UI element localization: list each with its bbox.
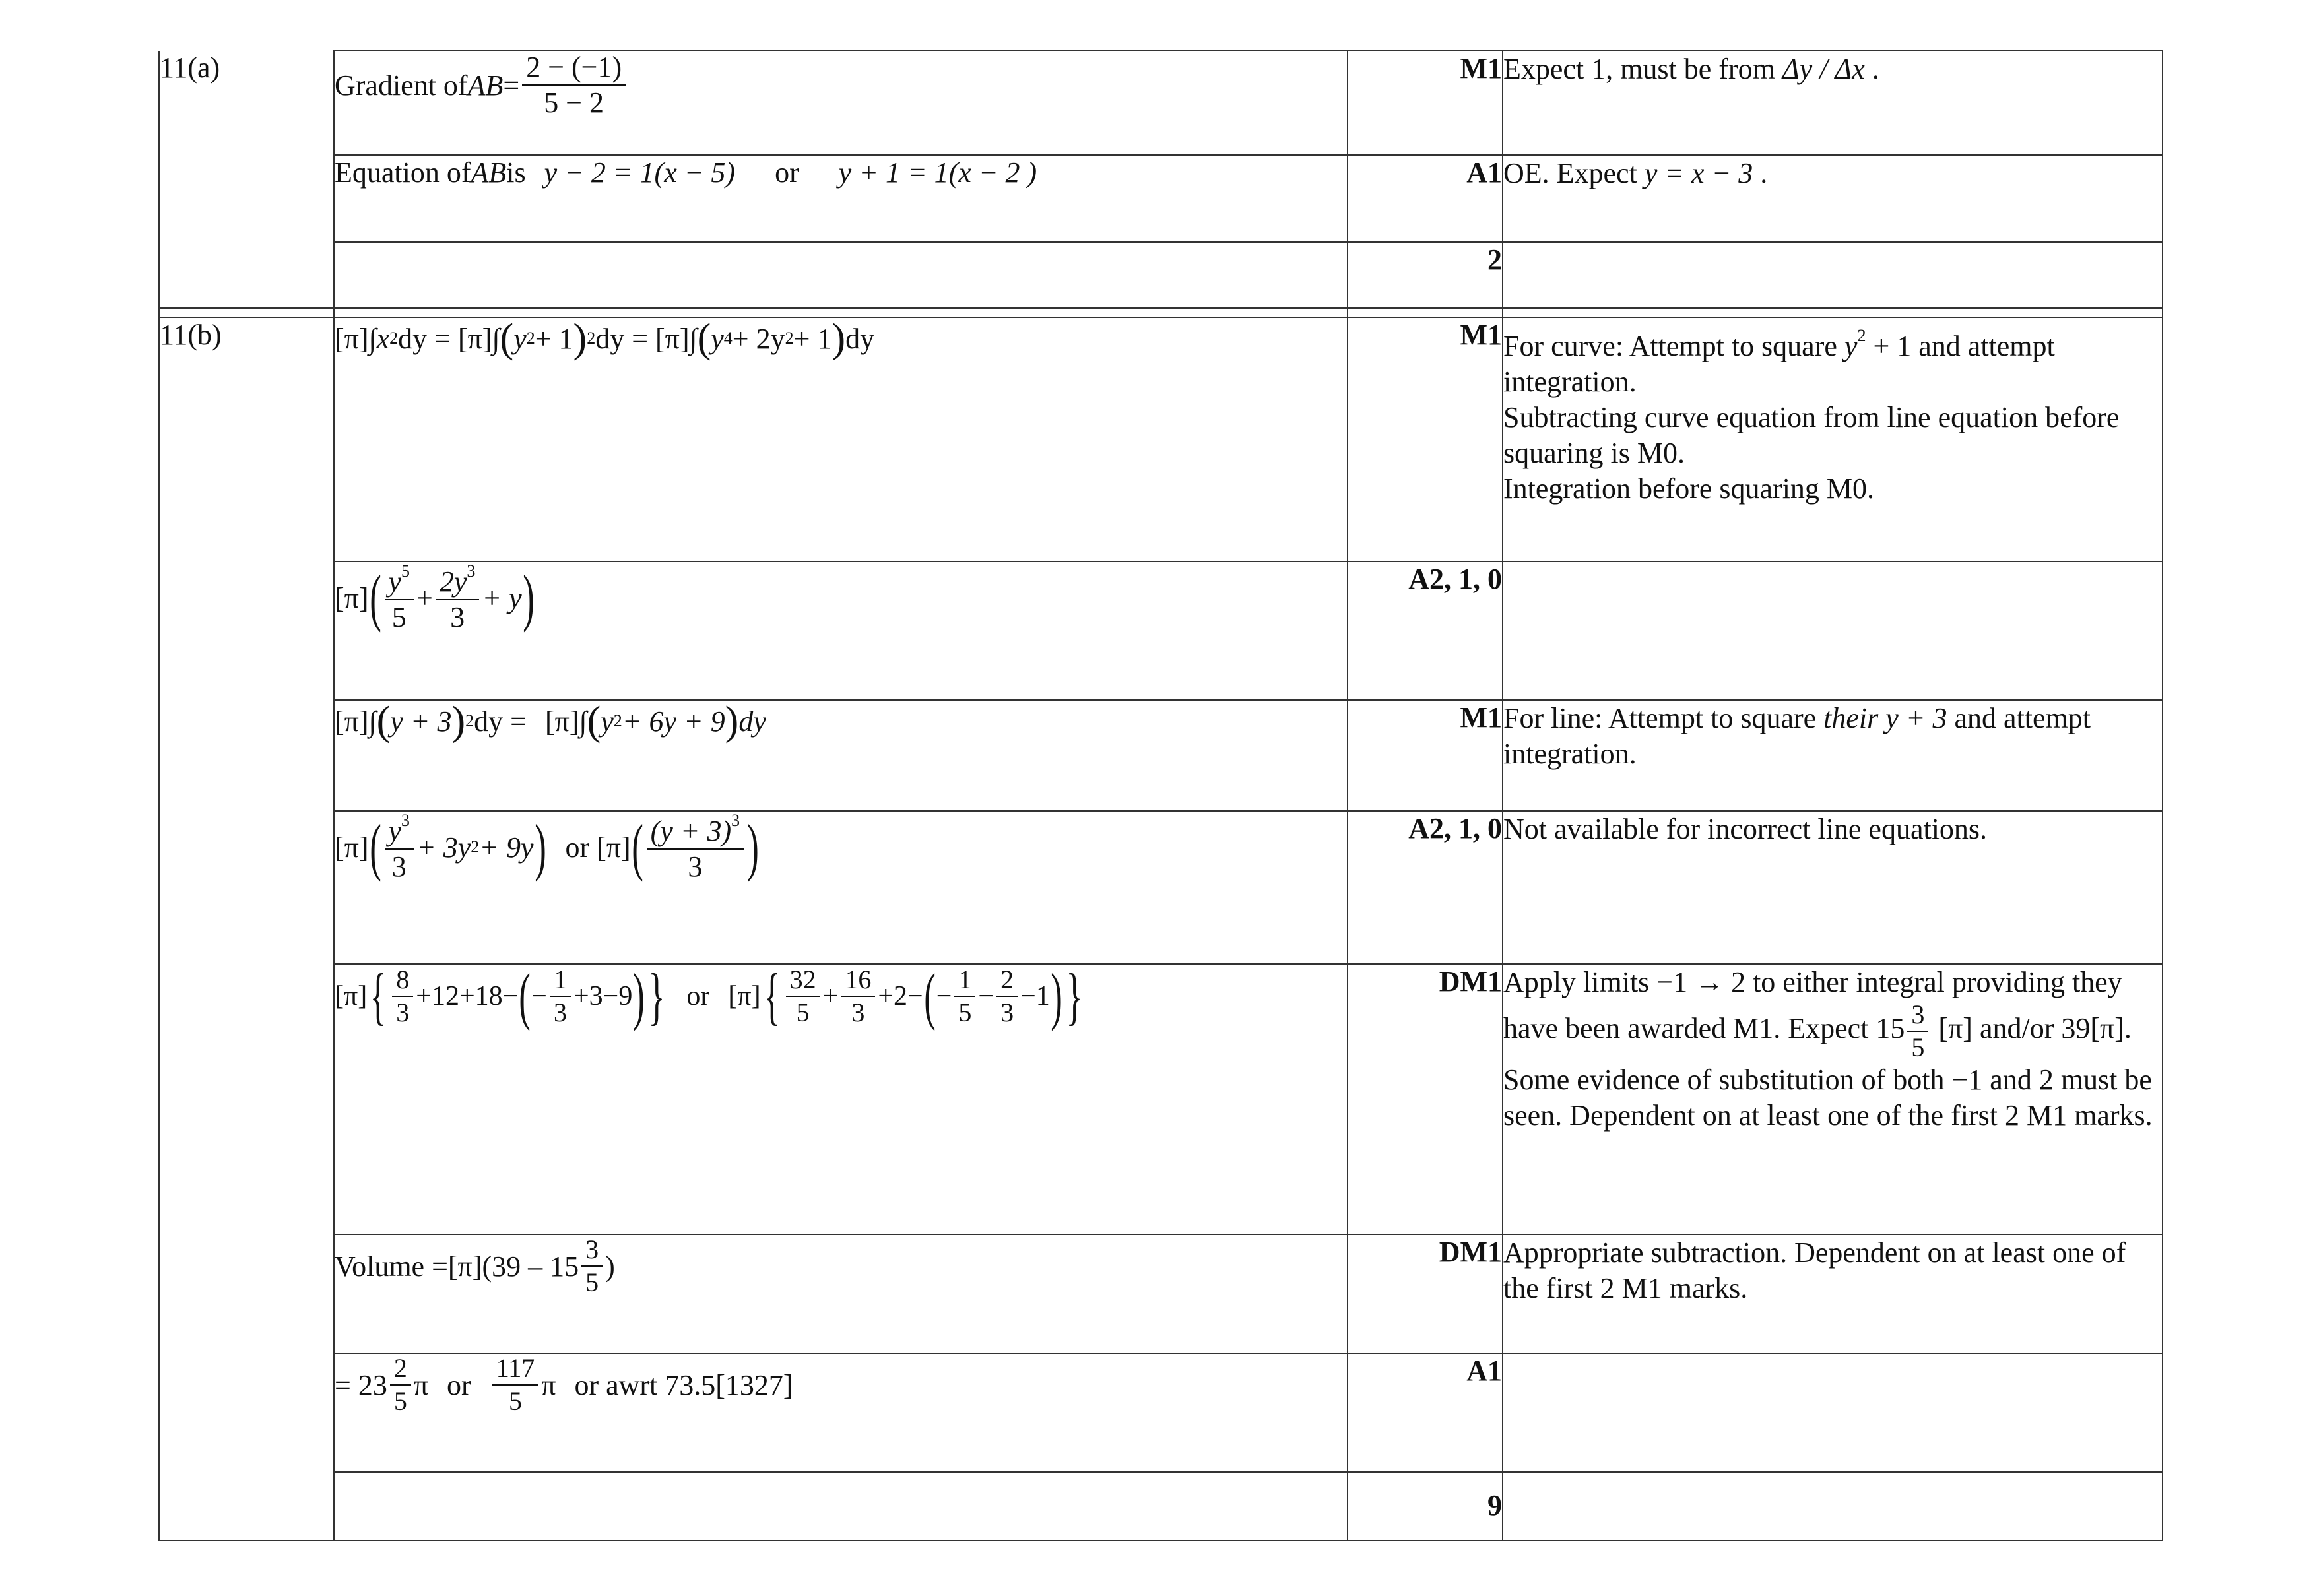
q11b-row-curve-integrated bbox=[159, 561, 2163, 700]
q11a-row-equation bbox=[159, 155, 2163, 242]
guidance-limits: Apply limits −1 → 2 to either integral providing they have been awarded M1. Expect 15 $\frac{3}{5}$ [π] and/or 39[π]. Some evidence of substitution of both −1 and 2 must be seen. Dependent on at least one of the first 2 M1 marks. bbox=[1503, 964, 2163, 1234]
guidance-line: For line: Attempt to square their y + 3 and attempt integration. bbox=[1503, 700, 2163, 811]
guidance-volume: Appropriate subtraction. Dependent on at least one of the first 2 M1 marks. bbox=[1503, 1234, 2163, 1353]
q11b-row-line bbox=[159, 700, 2163, 811]
guidance-equation: OE. Expect y = x − 3 . bbox=[1503, 155, 2163, 242]
mark-dm1: DM1 bbox=[1348, 964, 1503, 1234]
guidance-line-integrated: Not available for incorrect line equations. bbox=[1503, 811, 2163, 964]
q11b-row-limits bbox=[159, 964, 2163, 1234]
mark-a2: A2, 1, 0 bbox=[1348, 811, 1503, 964]
q11b-row-total bbox=[159, 1472, 2163, 1541]
q11b-row-final-answer bbox=[159, 1353, 2163, 1472]
mark-m1: M1 bbox=[1348, 700, 1503, 811]
total-marks-11b: 9 bbox=[1348, 1472, 1503, 1541]
answer-curve-integral: [π] ∫ x 2 dy = [π] ∫ ( y 2 + 1 ) 2 dy = [π] ∫ ( y 4 + 2y 2 + 1 ) dy bbox=[334, 317, 1348, 561]
q11b-row-line-integrated bbox=[159, 811, 2163, 964]
guidance-curve: For curve: Attempt to square $y^2 + 1$ and attempt integration. Subtracting curve equation from line equation before squaring is M0. Integration before squaring M0. bbox=[1503, 317, 2163, 561]
q11b-row-curve bbox=[159, 317, 2163, 561]
answer-line-integral: [π] ∫ ( y + 3 ) 2 dy = [π] ∫ ( y 2 + 6y + 9 ) dy bbox=[334, 700, 1348, 811]
total-marks-11a: 2 bbox=[1348, 242, 1503, 308]
mark-a1: A1 bbox=[1348, 1353, 1503, 1472]
gradient-fraction: $\frac{2 - (-1)}{5 - 2}$ bbox=[522, 51, 626, 119]
mark-m1: M1 bbox=[1348, 317, 1503, 561]
guidance-gradient: Expect 1, must be from Δy / Δx . bbox=[1503, 51, 2163, 155]
q11b-row-volume bbox=[159, 1234, 2163, 1353]
question-label-11a: 11(a) bbox=[159, 51, 334, 308]
mark-dm1: DM1 bbox=[1348, 1234, 1503, 1353]
answer-equation-ab: Equation of AB is y − 2 = 1(x − 5) or y + 1 = 1(x − 2 ) bbox=[334, 155, 1348, 242]
answer-gradient: Gradient of AB = $\frac{2 - (-1)}{5 - 2}$ bbox=[334, 51, 1348, 155]
mark-a1: A1 bbox=[1348, 155, 1503, 242]
q11a-row-gradient bbox=[159, 51, 2163, 155]
question-label-11b: 11(b) bbox=[159, 317, 334, 1541]
answer-volume: Volume = [π] (39 – 15 $\frac{3}{5}$ ) bbox=[334, 1234, 1348, 1353]
mark-scheme-table bbox=[158, 50, 2163, 1541]
answer-apply-limits: [π] { $\frac{8}{3}$ +12+18− ( − $\frac{1}{3}$ +3−9 ) } or [π] { $\frac{32}{5}$ + $\frac{16}{3}$ +2− ( − $\frac{1}{5}$ − $\frac{2}{3}$ −1 ) } bbox=[334, 964, 1348, 1234]
answer-final: = 23 $\frac{2}{5}$ π or $\frac{117}{5}$ π or awrt 73.5[1327] bbox=[334, 1353, 1348, 1472]
answer-line-integrated: [π] ( $\frac{y^3}{3}$ + 3y 2 + 9y ) or [π] ( $\frac{(y + 3)^3}{3}$ ) bbox=[334, 811, 1348, 964]
section-separator bbox=[159, 308, 2163, 317]
mark-m1: M1 bbox=[1348, 51, 1503, 155]
answer-curve-integrated: [π] ( $\frac{y^5}{5}$ + $\frac{2y^3}{3}$ + y ) bbox=[334, 561, 1348, 700]
mark-a2: A2, 1, 0 bbox=[1348, 561, 1503, 700]
q11a-row-total bbox=[159, 242, 2163, 308]
